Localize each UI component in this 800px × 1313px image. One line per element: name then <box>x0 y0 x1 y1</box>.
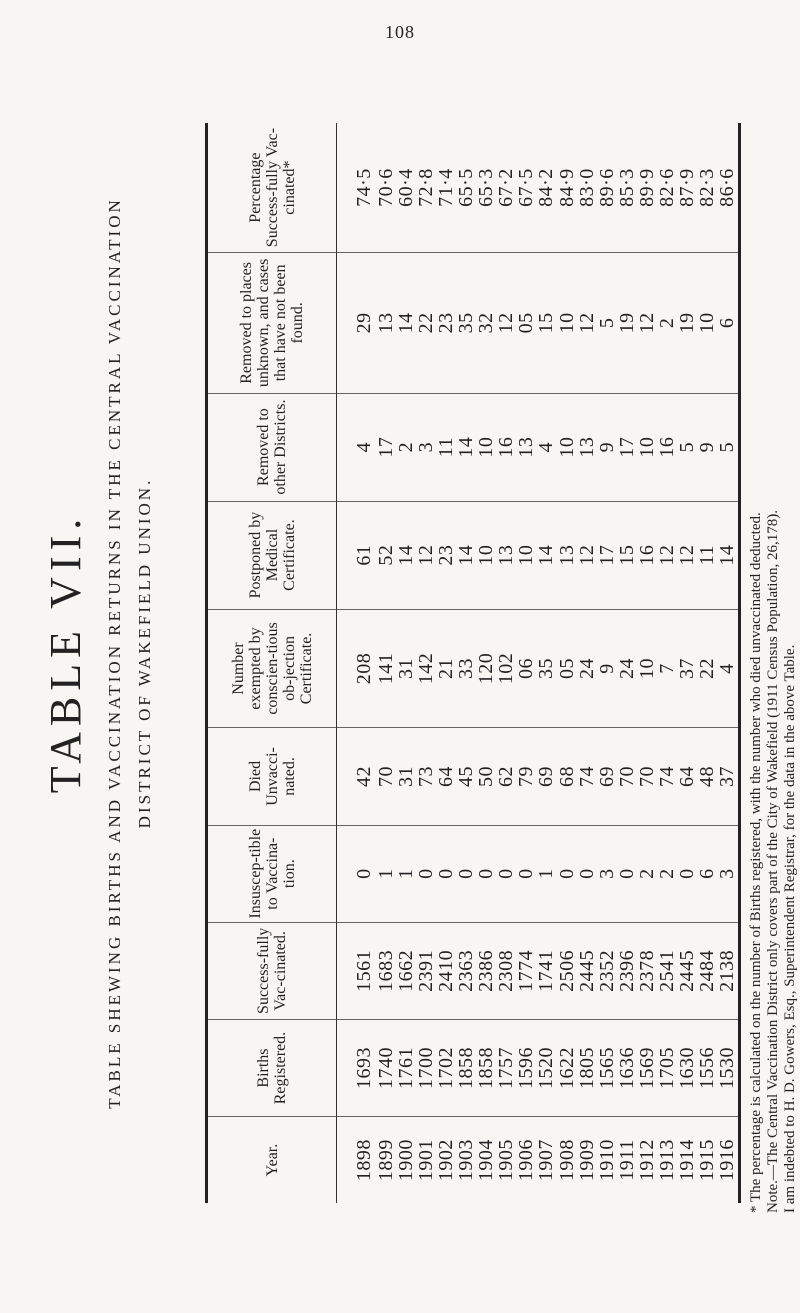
table-cell: 1905 <box>495 1139 518 1182</box>
table-cell: 1520 <box>537 1019 557 1116</box>
column-header: Year. <box>208 1117 337 1203</box>
table-cell: 73 <box>416 728 436 825</box>
title-block <box>40 53 155 1253</box>
table-cell: 1912 <box>635 1139 658 1182</box>
column-header: Percentage Success-fully Vac-cinated* <box>208 123 337 253</box>
table-cell: 2378 <box>637 922 657 1019</box>
table-cell: 2 <box>637 825 657 922</box>
table-cell: 1902 <box>434 1139 457 1182</box>
table-cell: 10 <box>698 253 718 393</box>
table-cell: 48 <box>698 728 718 825</box>
table-row <box>337 123 377 1203</box>
table-cell: 1910 <box>595 1139 618 1182</box>
table-cell: 12 <box>577 501 597 609</box>
table-cell: 1622 <box>557 1019 577 1116</box>
column-header: Removed to other Districts. <box>208 393 337 501</box>
table-cell: 17 <box>597 501 617 609</box>
table-cell: 2391 <box>416 922 436 1019</box>
table-cell: 14 <box>456 501 476 609</box>
acknowledgement: I am indebted to H. D. Gowers, Esq., Superintendent Registrar, for the data in the above Table. <box>782 644 798 1213</box>
table-row <box>497 123 517 1203</box>
table-cell: 69 <box>537 728 557 825</box>
table-cell: 86·6 <box>718 123 738 253</box>
table-title: TABLE VII. <box>41 512 90 794</box>
table-cell: 84·2 <box>537 123 557 253</box>
table-body <box>337 123 739 1203</box>
table-cell: 1916 <box>716 1139 739 1182</box>
table-cell: 60·4 <box>396 123 416 253</box>
table-row <box>396 123 416 1203</box>
table-cell: 0 <box>477 825 497 922</box>
table-cell: 1900 <box>394 1139 417 1182</box>
table-cell: 1898 <box>353 1139 376 1182</box>
table-cell: 10 <box>517 501 537 609</box>
table-cell: 31 <box>396 609 416 728</box>
table-cell: 142 <box>416 609 436 728</box>
table-cell: 4 <box>337 393 377 501</box>
table-cell: 10 <box>557 393 577 501</box>
vaccination-table-wrap <box>205 123 741 1203</box>
table-cell: 2506 <box>557 922 577 1019</box>
table-subtitle-line-1: TABLE SHEWING BIRTHS AND VACCINATION RETURNS IN THE CENTRAL VACCINATION <box>105 197 124 1109</box>
table-cell: 12 <box>497 253 517 393</box>
table-cell: 0 <box>497 825 517 922</box>
table-cell: 74 <box>657 728 677 825</box>
table-cell: 1899 <box>374 1139 397 1182</box>
table-cell: 14 <box>537 501 557 609</box>
table-cell: 10 <box>477 501 497 609</box>
table-cell: 1858 <box>477 1019 497 1116</box>
table-cell: 71·4 <box>436 123 456 253</box>
table-cell: 6 <box>698 825 718 922</box>
table-row <box>456 123 476 1203</box>
note: Note.—The Central Vaccination District only covers part of the City of Wakefield (1911 Census Population, 26,178). <box>765 510 781 1213</box>
table-cell: 1702 <box>436 1019 456 1116</box>
table-cell: 6 <box>718 253 738 393</box>
table-row <box>577 123 597 1203</box>
table-cell: 2308 <box>497 922 517 1019</box>
table-cell: 31 <box>396 728 416 825</box>
table-cell: 1903 <box>455 1139 478 1182</box>
table-cell: 1805 <box>577 1019 597 1116</box>
table-cell: 70 <box>376 728 396 825</box>
table-cell: 3 <box>416 393 436 501</box>
table-cell: 24 <box>617 609 637 728</box>
table-cell: 15 <box>617 501 637 609</box>
table-cell: 37 <box>678 609 698 728</box>
table-cell: 5 <box>597 253 617 393</box>
table-cell: 23 <box>436 501 456 609</box>
table-cell: 82·3 <box>698 123 718 253</box>
table-row <box>376 123 396 1203</box>
table-cell: 12 <box>577 253 597 393</box>
table-cell: 5 <box>718 393 738 501</box>
table-cell: 102 <box>497 609 517 728</box>
table-cell: 1596 <box>517 1019 537 1116</box>
table-cell: 72·8 <box>416 123 436 253</box>
table-cell: 14 <box>396 253 416 393</box>
table-cell: 16 <box>657 393 677 501</box>
table-subtitle-line-2: DISTRICT OF WAKEFIELD UNION. <box>135 477 154 829</box>
table-cell: 0 <box>678 825 698 922</box>
table-cell: 89·9 <box>637 123 657 253</box>
table-cell: 1901 <box>414 1139 437 1182</box>
table-cell: 87·9 <box>678 123 698 253</box>
table-cell: 74 <box>577 728 597 825</box>
table-cell: 12 <box>678 501 698 609</box>
table-cell: 9 <box>597 393 617 501</box>
table-cell: 1705 <box>657 1019 677 1116</box>
table-cell: 19 <box>678 253 698 393</box>
table-cell: 4 <box>718 609 738 728</box>
vaccination-table <box>208 123 738 1203</box>
table-cell: 65·3 <box>477 123 497 253</box>
table-cell: 70·6 <box>376 123 396 253</box>
table-cell: 61 <box>337 501 377 609</box>
table-row <box>678 123 698 1203</box>
table-cell: 2445 <box>678 922 698 1019</box>
table-cell: 9 <box>597 609 617 728</box>
table-cell: 35 <box>537 609 557 728</box>
table-cell: 1569 <box>637 1019 657 1116</box>
table-cell: 3 <box>597 825 617 922</box>
table-cell: 83·0 <box>577 123 597 253</box>
table-cell: 50 <box>477 728 497 825</box>
table-cell: 120 <box>477 609 497 728</box>
table-cell: 1740 <box>376 1019 396 1116</box>
table-cell: 70 <box>617 728 637 825</box>
table-cell: 1761 <box>396 1019 416 1116</box>
table-cell: 29 <box>337 253 377 393</box>
table-cell: 1858 <box>456 1019 476 1116</box>
table-cell: 12 <box>637 253 657 393</box>
table-cell: 13 <box>557 501 577 609</box>
table-cell: 10 <box>477 393 497 501</box>
table-cell: 16 <box>637 501 657 609</box>
table-cell: 16 <box>497 393 517 501</box>
table-cell: 85·3 <box>617 123 637 253</box>
table-row <box>416 123 436 1203</box>
table-cell: 0 <box>456 825 476 922</box>
table-cell: 1774 <box>517 922 537 1019</box>
table-cell: 67·5 <box>517 123 537 253</box>
table-cell: 2541 <box>657 922 677 1019</box>
table-cell: 24 <box>577 609 597 728</box>
table-cell: 2 <box>396 393 416 501</box>
table-cell: 141 <box>376 609 396 728</box>
table-cell: 1 <box>376 825 396 922</box>
column-header: Postponed by Medical Certificate. <box>208 501 337 609</box>
table-cell: 14 <box>718 501 738 609</box>
table-cell: 64 <box>678 728 698 825</box>
table-cell: 1914 <box>676 1139 699 1182</box>
table-cell: 67·2 <box>497 123 517 253</box>
table-cell: 33 <box>456 609 476 728</box>
table-cell: 2386 <box>477 922 497 1019</box>
table-cell: 52 <box>376 501 396 609</box>
table-cell: 05 <box>557 609 577 728</box>
table-cell: 10 <box>637 609 657 728</box>
table-cell: 13 <box>577 393 597 501</box>
table-cell: 32 <box>477 253 497 393</box>
table-cell: 68 <box>557 728 577 825</box>
table-row <box>557 123 577 1203</box>
table-cell: 2445 <box>577 922 597 1019</box>
table-cell: 1630 <box>678 1019 698 1116</box>
table-cell: 0 <box>577 825 597 922</box>
table-cell: 10 <box>637 393 657 501</box>
table-cell: 1741 <box>537 922 557 1019</box>
column-header: Success-fully Vac-cinated. <box>208 922 337 1019</box>
table-cell: 06 <box>517 609 537 728</box>
page-number: 108 <box>385 22 415 42</box>
table-row <box>698 123 718 1203</box>
table-cell: 1915 <box>696 1139 719 1182</box>
table-cell: 12 <box>657 501 677 609</box>
table-cell: 69 <box>597 728 617 825</box>
column-header: Number exempted by conscien-tious ob-jection Certificate. <box>208 609 337 728</box>
table-cell: 17 <box>617 393 637 501</box>
table-cell: 2 <box>657 825 677 922</box>
table-cell: 5 <box>678 393 698 501</box>
table-cell: 11 <box>698 501 718 609</box>
table-cell: 21 <box>436 609 456 728</box>
table-cell: 1908 <box>555 1139 578 1182</box>
column-header: Births Registered. <box>208 1019 337 1116</box>
table-cell: 1693 <box>337 1019 377 1116</box>
table-cell: 1662 <box>396 922 416 1019</box>
table-cell: 62 <box>497 728 517 825</box>
table-cell: 3 <box>718 825 738 922</box>
table-cell: 37 <box>718 728 738 825</box>
table-cell: 4 <box>537 393 557 501</box>
table-cell: 70 <box>637 728 657 825</box>
table-cell: 89·6 <box>597 123 617 253</box>
footnote: * The percentage is calculated on the number of Births registered, with the number who died unvaccinated deducted. <box>748 512 764 1213</box>
table-row <box>657 123 677 1203</box>
table-cell: 1 <box>396 825 416 922</box>
table-cell: 82·6 <box>657 123 677 253</box>
table-cell: 05 <box>517 253 537 393</box>
table-cell: 208 <box>337 609 377 728</box>
table-cell: 2396 <box>617 922 637 1019</box>
table-cell: 74·5 <box>337 123 377 253</box>
table-cell: 0 <box>337 825 377 922</box>
header-row <box>208 123 337 1203</box>
table-cell: 42 <box>337 728 377 825</box>
table-cell: 22 <box>698 609 718 728</box>
table-cell: 2352 <box>597 922 617 1019</box>
table-cell: 14 <box>396 501 416 609</box>
table-cell: 10 <box>557 253 577 393</box>
table-row <box>436 123 456 1203</box>
table-cell: 14 <box>456 393 476 501</box>
table-cell: 15 <box>537 253 557 393</box>
table-row <box>718 123 738 1203</box>
table-cell: 64 <box>436 728 456 825</box>
table-cell: 19 <box>617 253 637 393</box>
table-cell: 13 <box>497 501 517 609</box>
table-cell: 12 <box>416 501 436 609</box>
table-cell: 2484 <box>698 922 718 1019</box>
table-cell: 1530 <box>718 1019 738 1116</box>
column-header: Removed to places unknown, and cases that have not been found. <box>208 253 337 393</box>
table-cell: 1556 <box>698 1019 718 1116</box>
table-cell: 65·5 <box>456 123 476 253</box>
table-cell: 17 <box>376 393 396 501</box>
column-header: Insuscep-tible to Vaccina-tion. <box>208 825 337 922</box>
table-cell: 7 <box>657 609 677 728</box>
table-cell: 2410 <box>436 922 456 1019</box>
table-cell: 1909 <box>575 1139 598 1182</box>
table-cell: 0 <box>617 825 637 922</box>
table-row <box>617 123 637 1203</box>
table-cell: 13 <box>517 393 537 501</box>
table-cell: 11 <box>436 393 456 501</box>
table-cell: 0 <box>557 825 577 922</box>
table-cell: 13 <box>376 253 396 393</box>
table-cell: 1636 <box>617 1019 637 1116</box>
notes <box>748 33 799 1213</box>
table-cell: 2363 <box>456 922 476 1019</box>
table-cell: 1 <box>537 825 557 922</box>
table-cell: 84·9 <box>557 123 577 253</box>
table-row <box>597 123 617 1203</box>
table-row <box>517 123 537 1203</box>
table-cell: 22 <box>416 253 436 393</box>
table-row <box>477 123 497 1203</box>
table-cell: 23 <box>436 253 456 393</box>
table-row <box>537 123 557 1203</box>
table-cell: 1904 <box>475 1139 498 1182</box>
table-cell: 9 <box>698 393 718 501</box>
column-header: Died Unvacci-nated. <box>208 728 337 825</box>
table-cell: 0 <box>436 825 456 922</box>
table-cell: 1565 <box>597 1019 617 1116</box>
table-cell: 1561 <box>337 922 377 1019</box>
table-cell: 1913 <box>655 1139 678 1182</box>
table-cell: 1683 <box>376 922 396 1019</box>
table-cell: 1700 <box>416 1019 436 1116</box>
table-cell: 1906 <box>515 1139 538 1182</box>
table-cell: 0 <box>416 825 436 922</box>
table-cell: 1757 <box>497 1019 517 1116</box>
table-cell: 2 <box>657 253 677 393</box>
table-cell: 79 <box>517 728 537 825</box>
table-cell: 2138 <box>718 922 738 1019</box>
table-cell: 1907 <box>535 1139 558 1182</box>
table-cell: 35 <box>456 253 476 393</box>
table-row <box>637 123 657 1203</box>
table-cell: 1911 <box>615 1139 638 1181</box>
table-cell: 45 <box>456 728 476 825</box>
table-cell: 0 <box>517 825 537 922</box>
